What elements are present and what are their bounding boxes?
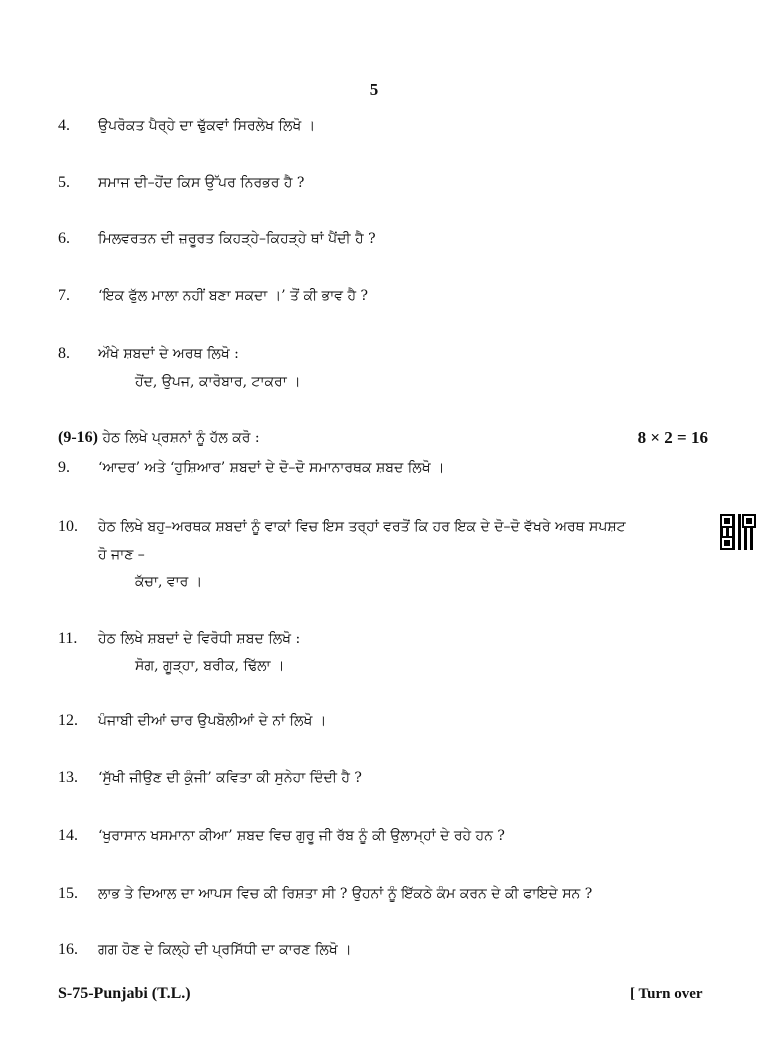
question-number: 5.	[58, 174, 70, 191]
section-label: (9-16)	[58, 429, 98, 446]
section-header	[58, 428, 708, 448]
qr-finder	[742, 514, 756, 528]
question-number: 16.	[58, 941, 78, 958]
qr-code-icon	[720, 514, 756, 550]
question-number: 12.	[58, 712, 78, 729]
question-text: ‘ਆਦਰ’ ਅਤੇ ‘ਹੁਸ਼ਿਆਰ’ ਸ਼ਬਦਾਂ ਦੇ ਦੋ–ਦੋ ਸਮਾਨਾਰਥਕ ਸ਼ਬਦ ਲਿਖੋ ।	[98, 460, 445, 476]
question-number: 10.	[58, 518, 78, 535]
page-number: 5	[369, 80, 379, 99]
question-text: ‘ਇਕ ਫੁੱਲ ਮਾਲਾ ਨਹੀਂ ਬਣਾ ਸਕਦਾ ।’ ਤੋਂ ਕੀ ਭਾਵ ਹੈ ?	[98, 288, 369, 304]
question-number: 6.	[58, 230, 70, 247]
question-number: 9.	[58, 459, 70, 476]
qr-finder	[720, 514, 734, 528]
question-text: ਹੇਠ ਲਿਖੇ ਸ਼ਬਦਾਂ ਦੇ ਵਿਰੋਧੀ ਸ਼ਬਦ ਲਿਖੋ :	[98, 631, 301, 647]
question-number: 15.	[58, 885, 78, 902]
section-instruction: ਹੇਠ ਲਿਖੇ ਪ੍ਰਸ਼ਨਾਂ ਨੂੰ ਹੱਲ ਕਰੋ :	[102, 430, 260, 446]
question-text: ਸਮਾਜ ਦੀ–ਹੋਂਦ ਕਿਸ ਉੱਪਰ ਨਿਰਭਰ ਹੈ ?	[98, 175, 305, 191]
question-text: ਗਗ ਹੋਣ ਦੇ ਕਿਲ੍ਹੇ ਦੀ ਪ੍ਰਸਿੱਧੀ ਦਾ ਕਾਰਣ ਲਿਖੋ ।	[98, 942, 352, 958]
question-number: 4.	[58, 117, 70, 134]
question-text-continued: ਹੋ ਜਾਣ –	[98, 547, 145, 563]
question-11-words: ਸੋਗ, ਗੂੜ੍ਹਾ, ਬਰੀਕ, ਢਿੱਲਾ ।	[135, 658, 285, 674]
question-number: 7.	[58, 287, 70, 304]
question-number: 13.	[58, 769, 78, 786]
question-10-words: ਕੱਚਾ, ਵਾਰ ।	[135, 574, 203, 590]
question-number: 11.	[58, 630, 78, 647]
question-text: ਔਖੇ ਸ਼ਬਦਾਂ ਦੇ ਅਰਥ ਲਿਖੋ :	[98, 346, 239, 362]
question-text: ਉਪਰੋਕਤ ਪੈਰ੍ਹੇ ਦਾ ਢੁੱਕਵਾਂ ਸਿਰਲੇਖ ਲਿਖੋ ।	[98, 118, 316, 134]
question-text: ਪੰਜਾਬੀ ਦੀਆਂ ਚਾਰ ਉਪਬੋਲੀਆਂ ਦੇ ਨਾਂ ਲਿਖੋ ।	[98, 713, 327, 729]
question-text: ਹੇਠ ਲਿਖੇ ਬਹੁ–ਅਰਥਕ ਸ਼ਬਦਾਂ ਨੂੰ ਵਾਕਾਂ ਵਿਚ ਇਸ ਤਰ੍ਹਾਂ ਵਰਤੋਂ ਕਿ ਹਰ ਇਕ ਦੇ ਦੋ–ਦੋ ਵੱਖਰੇ ਅਰਥ ਸਪਸ਼ਟ	[98, 519, 626, 535]
question-number: 14.	[58, 827, 78, 844]
paper-code: S-75-Punjabi (T.L.)	[58, 985, 191, 1002]
question-text: ਮਿਲਵਰਤਨ ਦੀ ਜ਼ਰੂਰਤ ਕਿਹੜ੍ਹੇ–ਕਿਹੜ੍ਹੇ ਥਾਂ ਪੈਂਦੀ ਹੈ ?	[98, 231, 376, 247]
question-text: ‘ਖੁਰਾਸਾਨ ਖਸਮਾਨਾ ਕੀਆ’ ਸ਼ਬਦ ਵਿਚ ਗੁਰੂ ਜੀ ਰੱਬ ਨੂੰ ਕੀ ਉਲਾਮ੍ਹਾਂ ਦੇ ਰਹੇ ਹਨ ?	[98, 828, 505, 844]
section-marks: 8 × 2 = 16	[637, 428, 708, 447]
question-8-words: ਹੋਂਦ, ਉਪਜ, ਕਾਰੋਬਾਰ, ਟਾਕਰਾ ।	[135, 374, 301, 390]
question-number: 8.	[58, 345, 70, 362]
qr-finder	[720, 536, 734, 550]
question-text: ਲਾਭ ਤੇ ਦਿਆਲ ਦਾ ਆਪਸ ਵਿਚ ਕੀ ਰਿਸ਼ਤਾ ਸੀ ? ਉਹਨਾਂ ਨੂੰ ਇੱਕਠੇ ਕੰਮ ਕਰਨ ਦੇ ਕੀ ਫਾਇਦੇ ਸਨ ?	[98, 886, 593, 902]
question-text: ‘ਸੁੱਖੀ ਜੀਉਣ ਦੀ ਕੁੰਜੀ’ ਕਵਿਤਾ ਕੀ ਸੁਨੇਹਾ ਦਿੰਦੀ ਹੈ ?	[98, 770, 362, 786]
turn-over-note: [ Turn over	[630, 986, 703, 1002]
